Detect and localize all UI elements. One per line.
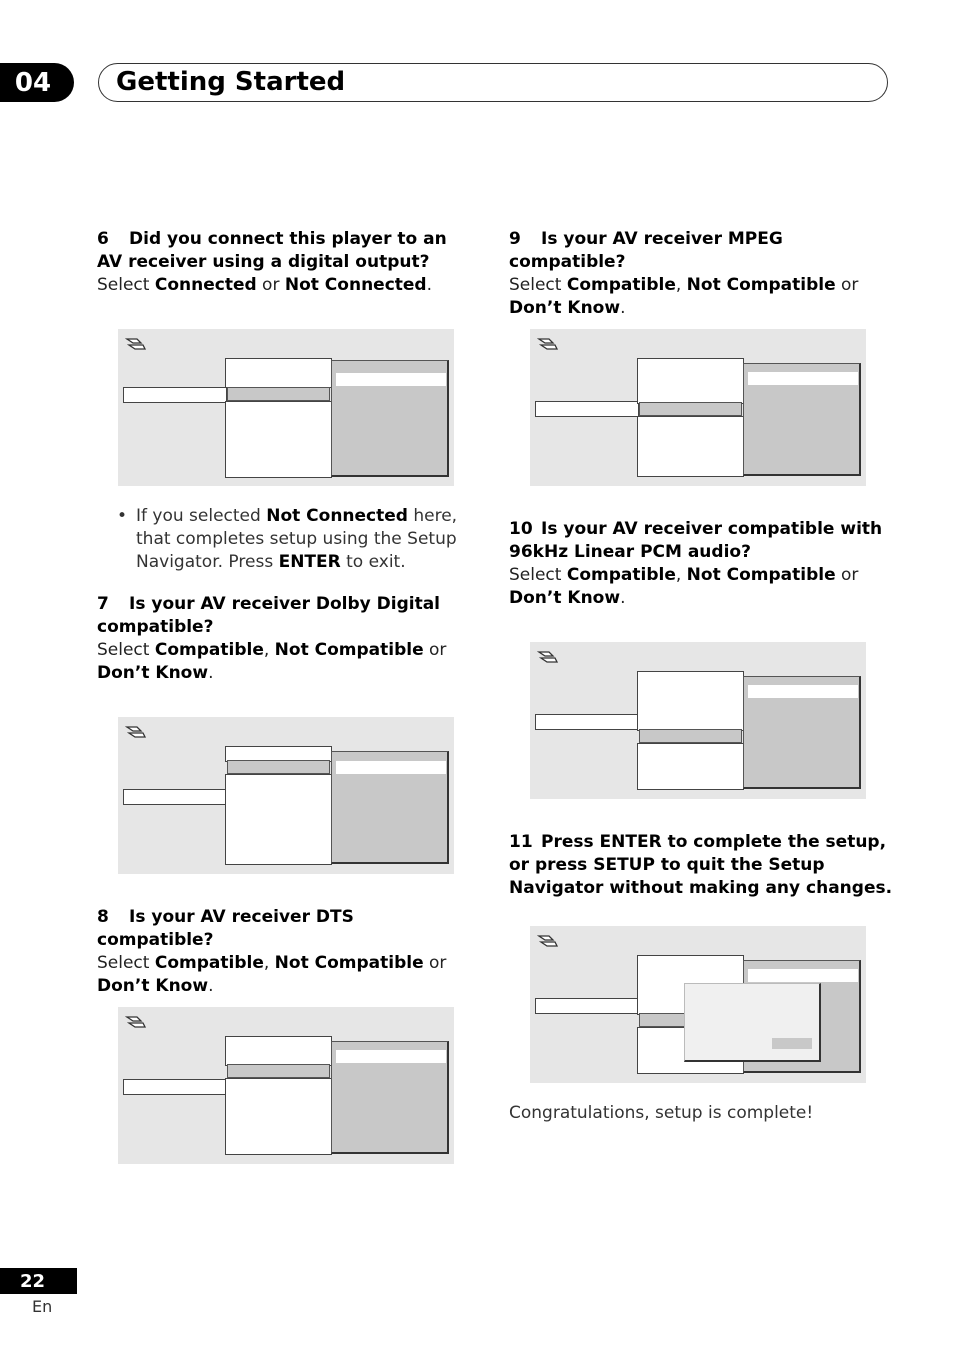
note-not-connected: • If you selected Not Connected here, that completes setup using the Setup Navigator. Press ENTER to exit. (117, 506, 458, 572)
language-code: En (32, 1297, 53, 1316)
submenu-item-selected (227, 387, 330, 401)
submenu-lower (225, 774, 332, 865)
option-highlight (748, 969, 858, 982)
option-highlight (748, 372, 858, 385)
step-10: 10 Is your AV receiver compatible with 96kHz Linear PCM audio? Select Compatible, Not Compatible or Don’t Know. (509, 519, 883, 608)
menu-item (535, 401, 639, 417)
setup-screen-step-6 (118, 329, 454, 486)
submenu-top (225, 1036, 332, 1066)
menu-item (123, 1079, 227, 1095)
menu-item (535, 998, 639, 1014)
submenu-lower (637, 416, 744, 477)
submenu-item-1 (225, 358, 332, 388)
setup-screen-step-7 (118, 717, 454, 874)
submenu-item-selected (227, 1064, 330, 1078)
option-highlight (748, 685, 858, 698)
setup-screen-step-8 (118, 1007, 454, 1164)
closing-text: Congratulations, setup is complete! (509, 1103, 814, 1123)
submenu-top (637, 358, 744, 404)
option-highlight (336, 1050, 446, 1063)
menu-item (123, 789, 227, 805)
submenu-lower (225, 1078, 332, 1155)
submenu-item-selected (639, 402, 742, 416)
submenu-item-selected (639, 729, 742, 743)
submenu-top (637, 671, 744, 731)
confirm-button[interactable] (772, 1038, 812, 1049)
page-number: 22 (0, 1268, 77, 1294)
step-6: 6 Did you connect this player to an AV receiver using a digital output? Select Connected or Not Connected. (97, 229, 447, 295)
step-9: 9 Is your AV receiver MPEG compatible? Select Compatible, Not Compatible or Don’t Know. (509, 229, 859, 318)
setup-navigator-icon (125, 1013, 147, 1031)
chapter-title: Getting Started (116, 67, 346, 97)
submenu-lower (225, 401, 332, 478)
step-7: 7 Is your AV receiver Dolby Digital compatible? Select Compatible, Not Compatible or Don’t Know. (97, 594, 447, 683)
chapter-number-badge: 04 (0, 63, 74, 102)
menu-item (535, 714, 639, 730)
option-highlight (336, 761, 446, 774)
setup-screen-step-9 (530, 329, 866, 486)
setup-screen-step-11 (530, 926, 866, 1083)
step-8: 8 Is your AV receiver DTS compatible? Select Compatible, Not Compatible or Don’t Know. (97, 907, 447, 996)
step-11: 11 Press ENTER to complete the setup, or press SETUP to quit the Setup Navigator without making any changes. (509, 832, 893, 898)
setup-navigator-icon (125, 723, 147, 741)
confirm-dialog (684, 983, 821, 1062)
menu-item-digital-out (123, 387, 227, 403)
submenu-item-selected (227, 760, 330, 774)
setup-navigator-icon (537, 932, 559, 950)
setup-navigator-icon (125, 335, 147, 353)
submenu-lower (637, 743, 744, 790)
setup-navigator-icon (537, 648, 559, 666)
option-highlight (336, 373, 446, 386)
setup-navigator-icon (537, 335, 559, 353)
setup-screen-step-10 (530, 642, 866, 799)
